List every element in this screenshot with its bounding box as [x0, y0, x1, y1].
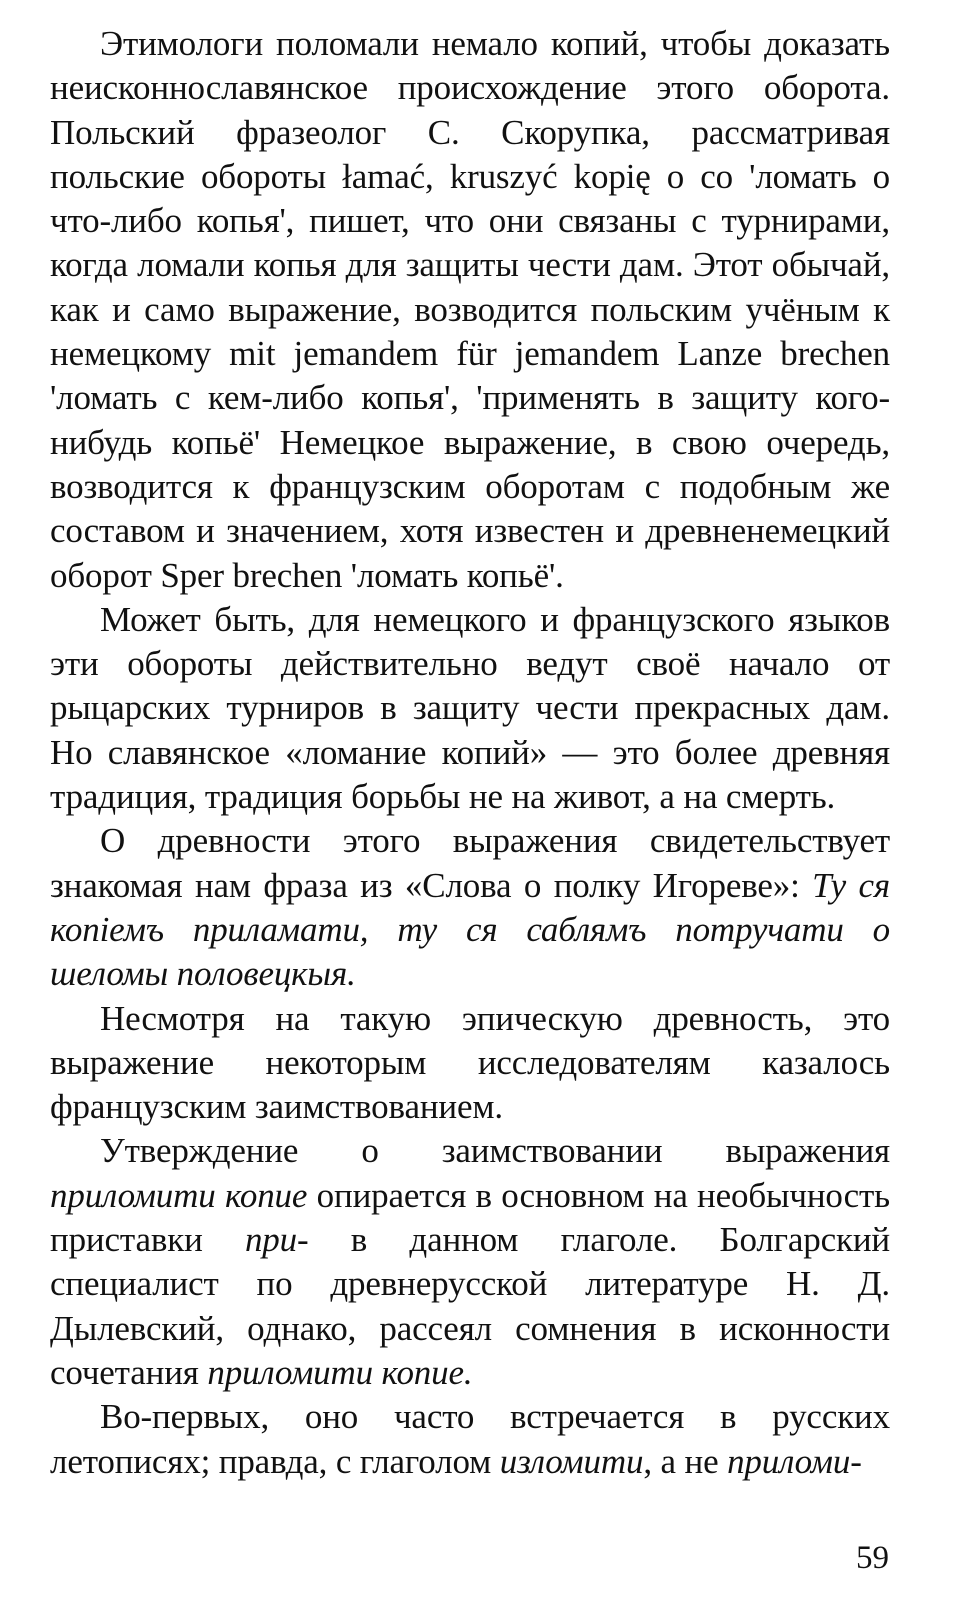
- paragraph-2-text: Может быть, для немецкого и французского языков эти обороты действительно ведут своё начало от рыцарских турниров в защиту чести прекрасных дам. Но славянское «ломание копий» — это более древняя традиция, традиция борьбы не на живот, а на смерть.: [50, 599, 890, 817]
- paragraph-1: [50, 22, 890, 598]
- paragraph-6-text-b: , а не: [643, 1441, 728, 1481]
- term-pri-prefix: при-: [244, 1220, 309, 1260]
- term-prilomi: приломи-: [727, 1441, 862, 1481]
- paragraph-6: [50, 1395, 890, 1484]
- paragraph-4: [50, 997, 890, 1130]
- paragraph-1-text: Этимологи поломали немало копий, чтобы доказать неисконнославянское происхождение этого оборота. Польский фразеолог С. Скорупка, рассматривая польские обороты łamać, kruszyć kopię o co 'ломать о что-либо копья', пишет, что они связаны с турнирами, когда ломали копья для защиты чести дам. Этот обычай, как и само выражение, возводится польским учёным к немецкому mit jemandem für jemandem Lanze brechen 'ломать с кем-либо копья', 'применять в защиту кого-нибудь копьё' Немецкое выражение, в свою очередь, возводится к французским оборотам с подобным же составом и значением, хотя известен и древненемецкий оборот Sper brechen 'ломать копьё'.: [50, 24, 890, 595]
- page-number: 59: [856, 1540, 889, 1576]
- paragraph-6-text-a: Во-первых, оно часто встречается в русских летописях; правда, с глаголом: [50, 1397, 890, 1481]
- paragraph-3-text: О древности этого выражения свидетельствует знакомая нам фраза из «Слова о полку Игореве»:: [50, 821, 890, 905]
- paragraph-5-text-b: опирается в основном на необычность приставки: [50, 1175, 890, 1260]
- term-prilomiti-kopie-2: приломити копие.: [207, 1352, 473, 1392]
- paragraph-2: [50, 598, 890, 819]
- paragraph-4-text: Несмотря на такую эпическую древность, это выражение некоторым исследователям казалось французским заимствованием.: [50, 998, 890, 1127]
- paragraph-5: [50, 1129, 890, 1395]
- paragraph-5-text-c: в данном глаголе. Болгарский специалист по древнерусской литературе Н. Д. Дылевский, однако, рассеял сомнения в исконности сочетания: [50, 1220, 890, 1392]
- page-body: [50, 22, 890, 1484]
- term-izlomiti: изломити: [499, 1441, 644, 1481]
- paragraph-5-text-a: Утверждение о заимствовании выражения: [100, 1131, 890, 1171]
- term-prilomiti-kopie: приломити копие: [50, 1175, 308, 1215]
- paragraph-3: [50, 819, 890, 996]
- quotation-slovo-o-polku: Ту ся копіемъ приламати, ту ся саблямъ потручати о шеломы половецкыя.: [50, 865, 891, 994]
